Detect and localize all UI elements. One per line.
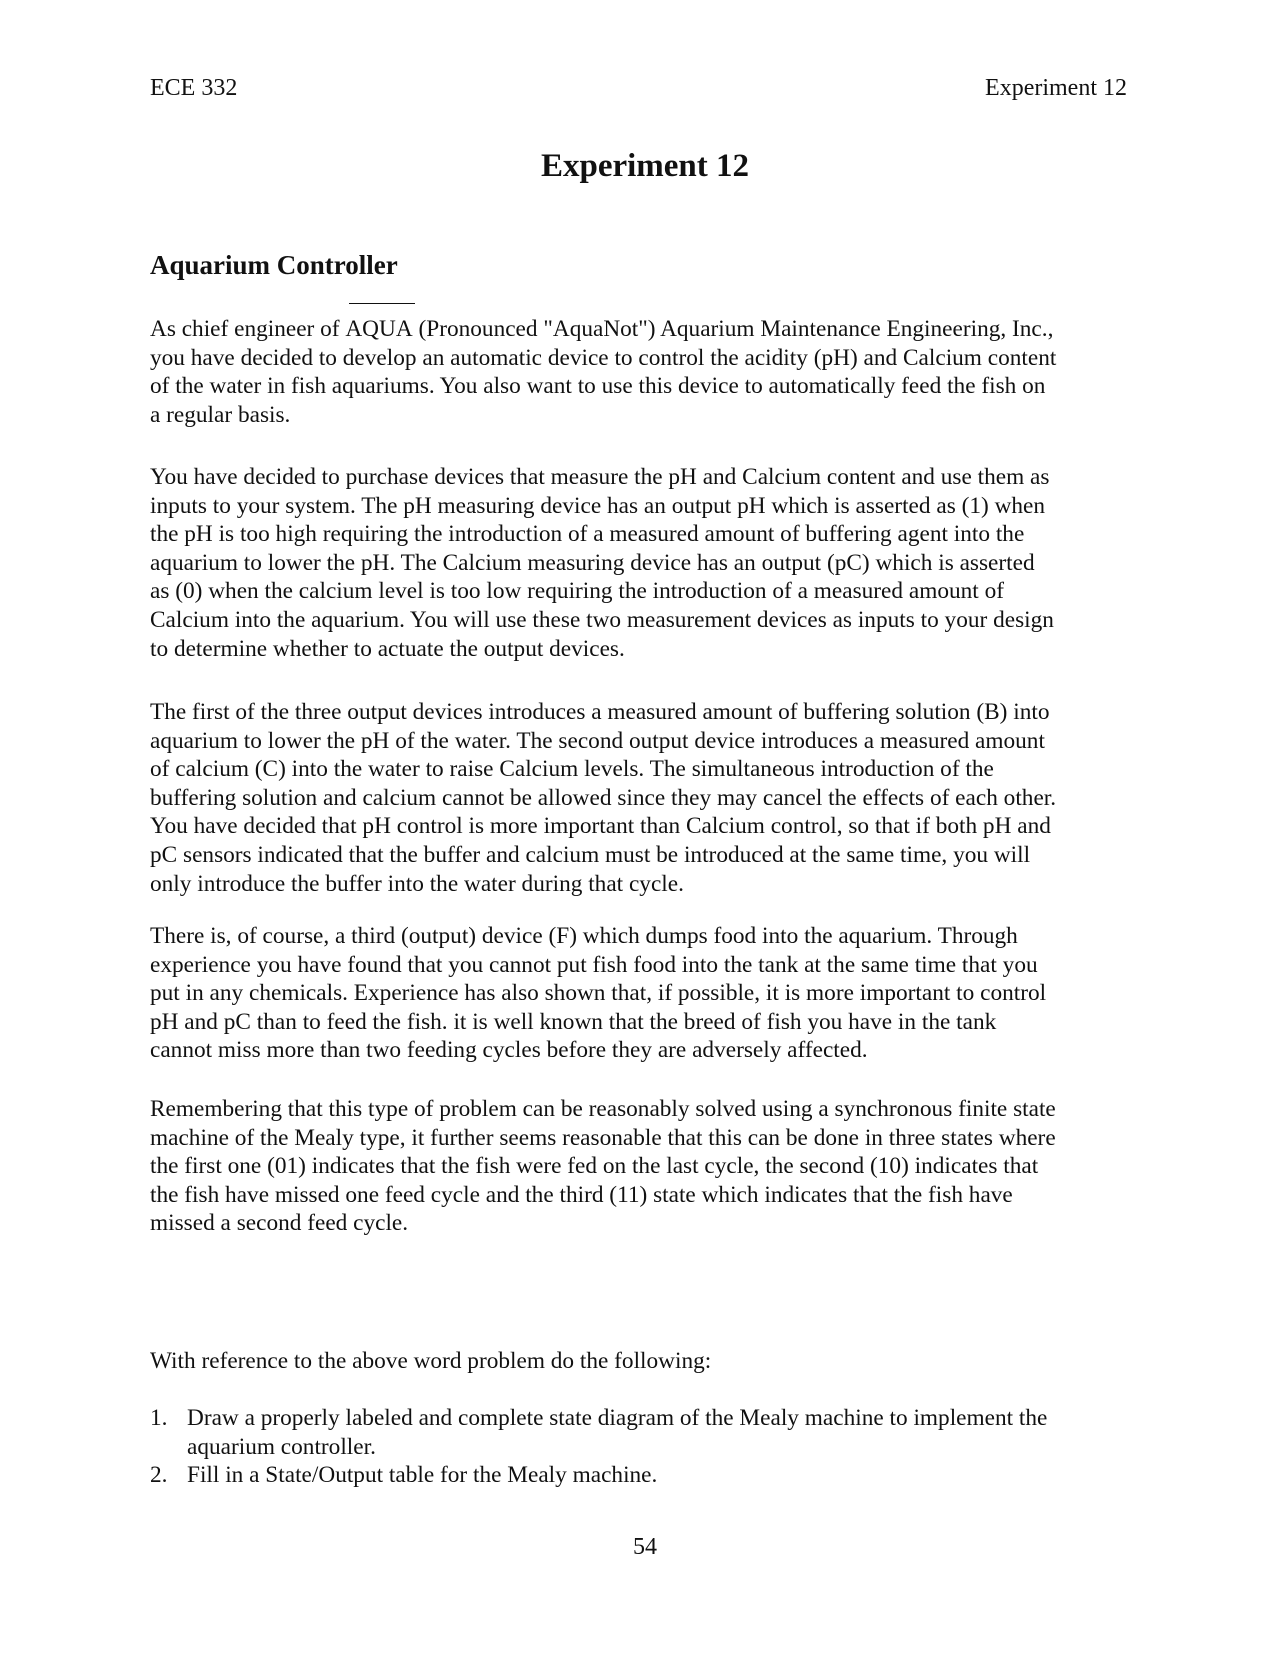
section-title: Aquarium Controller xyxy=(150,250,398,280)
paragraph-line: There is, of course, a third (output) device (F) which dumps food into the aquarium. Through xyxy=(150,923,1018,949)
page-number: 54 xyxy=(633,1534,657,1560)
paragraph-line: You have decided that pH control is more important than Calcium control, so that if both pH and xyxy=(150,813,1051,840)
paragraph-line: a regular basis. xyxy=(150,401,291,428)
paragraph-line: pC sensors indicated that the buffer and calcium must be introduced at the same time, you will xyxy=(150,841,1031,868)
task-line: aquarium controller. xyxy=(187,1433,376,1460)
task-number: 1. xyxy=(150,1405,168,1431)
paragraph-line: experience you have found that you cannot put fish food into the tank at the same time that you xyxy=(150,951,1038,978)
text-segment: As chief engineer of xyxy=(150,316,346,342)
paragraph-line: put in any chemicals. Experience has also shown that, if possible, it is more important to control xyxy=(150,980,1047,1007)
paragraph-line: the first one (01) indicates that the fish were fed on the last cycle, the second (10) indicates that xyxy=(150,1153,1039,1180)
paragraph-line: You have decided to purchase devices that measure the pH and Calcium content and use them as xyxy=(150,464,1050,490)
paragraph-line: With reference to the above word problem do the following: xyxy=(150,1348,712,1374)
paragraph-intro xyxy=(150,315,1130,429)
paragraph-state-machine xyxy=(150,1095,1130,1238)
paragraph-line: cannot miss more than two feeding cycles before they are adversely affected. xyxy=(150,1037,868,1064)
paragraph-line: machine of the Mealy type, it further seems reasonable that this can be done in three states where xyxy=(150,1124,1056,1151)
paragraph-line: you have decided to develop an automatic device to control the acidity (pH) and Calcium content xyxy=(150,344,1057,371)
paragraph-line: buffering solution and calcium cannot be allowed since they may cancel the effects of each other. xyxy=(150,784,1057,811)
paragraph-line: pH and pC than to feed the fish. it is well known that the breed of fish you have in the tank xyxy=(150,1008,997,1035)
paragraph-line: the fish have missed one feed cycle and the third (11) state which indicates that the fish have xyxy=(150,1181,1013,1208)
paragraph-line: Calcium into the aquarium. You will use these two measurement devices as inputs to your design xyxy=(150,606,1054,633)
paragraph-feeding xyxy=(150,922,1130,1065)
paragraph-line: to determine whether to actuate the output devices. xyxy=(150,635,625,662)
paragraph-line: of the water in fish aquariums. You also want to use this device to automatically feed the fish on xyxy=(150,373,1046,400)
task-line: Draw a properly labeled and complete state diagram of the Mealy machine to implement the xyxy=(187,1405,1048,1431)
paragraph-line: The first of the three output devices introduces a measured amount of buffering solution (B) into xyxy=(150,699,1050,725)
paragraph-line xyxy=(150,315,1130,344)
task-item xyxy=(150,1404,1130,1461)
text-segment: (Pronounced "AquaNot") Aquarium Maintenance Engineering, Inc., xyxy=(412,316,1054,342)
header-course: ECE 332 xyxy=(150,75,238,101)
paragraph-inputs xyxy=(150,463,1130,663)
task-number: 2. xyxy=(150,1462,168,1489)
task-line: Fill in a State/Output table for the Mealy machine. xyxy=(187,1462,658,1489)
company-name-overlined: AQUA xyxy=(345,316,413,342)
task-list xyxy=(150,1404,1130,1490)
header-experiment: Experiment 12 xyxy=(985,75,1127,101)
paragraph-line: aquarium to lower the pH of the water. The second output device introduces a measured amount xyxy=(150,727,1045,754)
paragraph-line: missed a second feed cycle. xyxy=(150,1210,409,1237)
paragraph-outputs xyxy=(150,698,1130,898)
paragraph-line: as (0) when the calcium level is too low requiring the introduction of a measured amount of xyxy=(150,578,1004,605)
task-item xyxy=(150,1461,1130,1490)
paragraph-line: of calcium (C) into the water to raise Calcium levels. The simultaneous introduction of the xyxy=(150,756,994,783)
paragraph-line: Remembering that this type of problem can be reasonably solved using a synchronous finite state xyxy=(150,1096,1056,1122)
paragraph-instructions xyxy=(150,1347,1130,1376)
paragraph-line: aquarium to lower the pH. The Calcium measuring device has an output (pC) which is asserted xyxy=(150,549,1035,576)
paragraph-line: inputs to your system. The pH measuring device has an output pH which is asserted as (1) when xyxy=(150,492,1046,519)
paragraph-line: only introduce the buffer into the water during that cycle. xyxy=(150,870,684,897)
paragraph-line: the pH is too high requiring the introduction of a measured amount of buffering agent into the xyxy=(150,521,1025,548)
page-title: Experiment 12 xyxy=(540,148,750,184)
